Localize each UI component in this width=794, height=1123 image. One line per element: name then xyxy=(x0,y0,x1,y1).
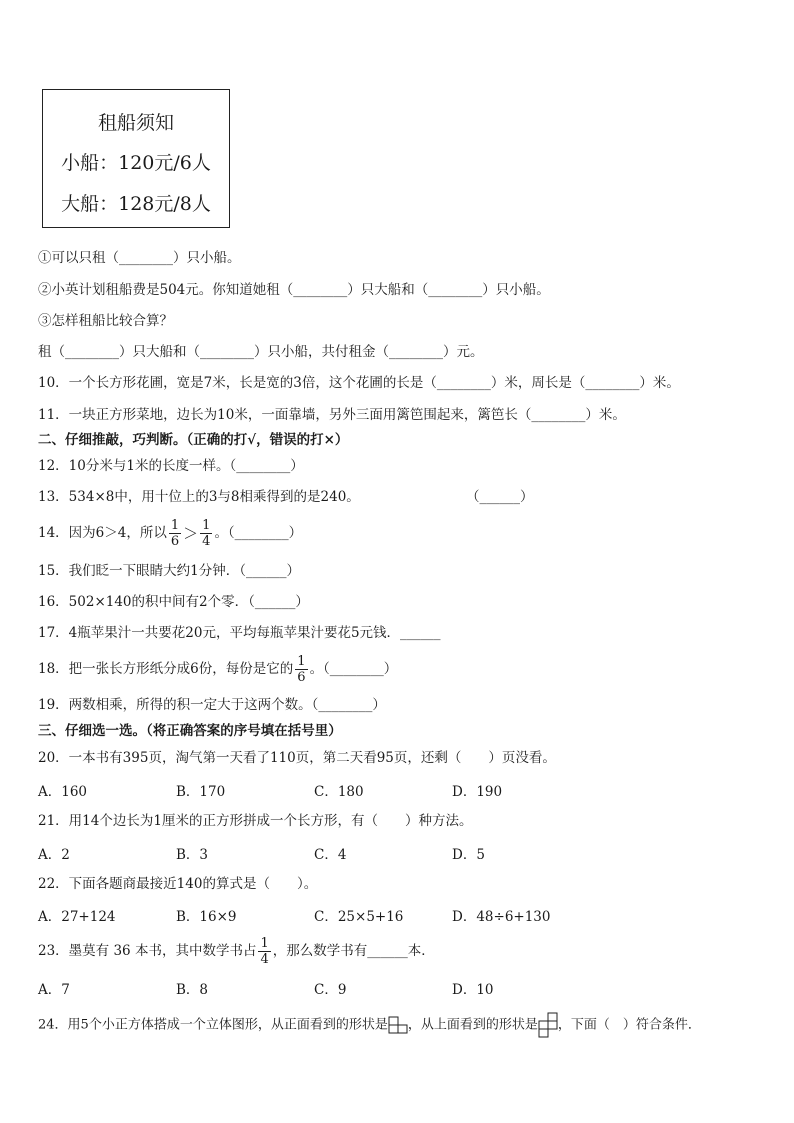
fraction-one-sixth: $\frac{1}{6}$ xyxy=(170,518,180,549)
fraction-one-fourth: $\frac{1}{4}$ xyxy=(202,518,211,549)
question-1: ①可以只租（________）只小船。 xyxy=(38,250,241,266)
q23-option-c: C．9 xyxy=(314,982,347,998)
question-24-text-2: ，从上面看到的形状是 xyxy=(407,1017,538,1033)
question-11: 11．一块正方形菜地，边长为10米，一面靠墙，另外三面用篱笆围起来，篱笆长（________）米。 xyxy=(38,407,626,423)
question-17: 17．4瓶苹果汁一共要花20元，平均每瓶苹果汁要花5元钱．______ xyxy=(38,625,441,641)
section-3-heading: 三、仔细选一选。（将正确答案的序号填在括号里） xyxy=(38,723,342,739)
q22-option-d: D．48÷6+130 xyxy=(452,909,551,925)
q22-option-a: A．27+124 xyxy=(38,909,116,925)
question-13: 13．534×8中，用十位上的3与8相乘得到的是240。 xyxy=(38,489,360,505)
question-23 xyxy=(38,933,435,969)
q22-option-b: B．16×9 xyxy=(176,909,237,925)
question-18-blank: 。（________） xyxy=(309,661,398,677)
notice-big-boat: 大船：128元/8人 xyxy=(61,193,211,215)
rental-notice-box xyxy=(42,89,230,228)
question-12: 12．10分米与1米的长度一样。（________） xyxy=(38,458,304,474)
q20-option-c: C．180 xyxy=(314,784,364,800)
q21-option-a: A．2 xyxy=(38,847,70,863)
question-24 xyxy=(38,1012,701,1038)
question-3-answer: 租（________）只大船和（________）只小船，共付租金（________）元。 xyxy=(38,344,484,360)
greater-than-sign: ＞ xyxy=(183,524,199,543)
question-18 xyxy=(38,651,397,687)
q21-option-b: B．3 xyxy=(176,847,209,863)
q23-option-b: B．8 xyxy=(176,982,209,998)
q21-option-d: D．5 xyxy=(452,847,485,863)
q22-option-c: C．25×5+16 xyxy=(314,909,404,925)
section-2-heading: 二、仔细推敲，巧判断。（正确的打√，错误的打×） xyxy=(38,432,349,448)
question-18-text: 18．把一张长方形纸分成6份，每份是它的 xyxy=(38,661,294,677)
q23-option-a: A．7 xyxy=(38,982,70,998)
fraction-one-fourth: $\frac{1}{4}$ xyxy=(260,936,269,967)
q20-option-a: A．160 xyxy=(38,784,88,800)
notice-title: 租船须知 xyxy=(97,112,174,134)
question-2: ②小英计划租船费是504元。你知道她租（________）只大船和（________）只小船。 xyxy=(38,282,550,298)
q20-option-b: B．170 xyxy=(176,784,226,800)
question-3: ③怎样租船比较合算？ xyxy=(38,313,173,329)
question-24-text-3: ，下面（ ）符合条件． xyxy=(557,1017,701,1033)
question-23-blank: ，那么数学书有______本． xyxy=(272,943,435,959)
question-10: 10．一个长方形花圃，宽是7米，长是宽的3倍，这个花圃的长是（________）米，周长是（________）米。 xyxy=(38,375,680,391)
front-view-shape-icon xyxy=(388,1016,408,1034)
question-16: 16．502×140的积中间有2个零．（______） xyxy=(38,594,309,610)
question-14-text: 14．因为6＞4，所以 xyxy=(38,525,167,541)
question-22: 22．下面各题商最接近140的算式是（ ）。 xyxy=(38,876,318,892)
question-21: 21．用14个边长为1厘米的正方形拼成一个长方形，有（ ）种方法。 xyxy=(38,813,473,829)
notice-small-boat: 小船：120元/6人 xyxy=(61,152,211,174)
fraction-one-sixth: $\frac{1}{6}$ xyxy=(297,654,306,685)
question-24-text: 24．用5个小正方体搭成一个立体图形，从正面看到的形状是 xyxy=(38,1017,388,1033)
q20-option-d: D．190 xyxy=(452,784,503,800)
question-14 xyxy=(38,515,302,552)
question-19: 19．两数相乘，所得的积一定大于这两个数。（________） xyxy=(38,697,386,713)
question-15: 15．我们眨一下眼睛大约1分钟．（______） xyxy=(38,563,301,579)
question-20: 20．一本书有395页，淘气第一天看了110页，第二天看95页，还剩（ ）页没看。 xyxy=(38,750,556,766)
question-23-text: 23．墨莫有 36 本书，其中数学书占 xyxy=(38,943,257,959)
question-13-blank: （______） xyxy=(466,489,534,505)
q23-option-d: D．10 xyxy=(452,982,494,998)
top-view-shape-icon xyxy=(538,1012,558,1038)
question-14-blank: 。（________） xyxy=(214,525,303,541)
q21-option-c: C．4 xyxy=(314,847,347,863)
